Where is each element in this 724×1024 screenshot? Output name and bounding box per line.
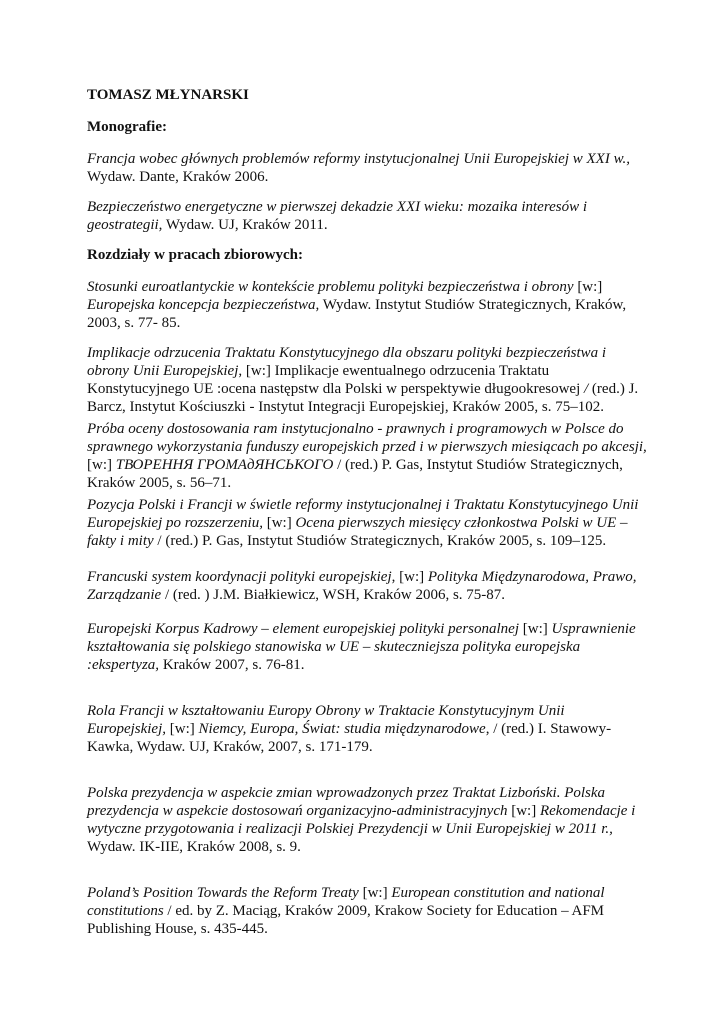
chapters-heading: Rozdziały w pracach zbiorowych: bbox=[87, 247, 303, 263]
chapter-entry bbox=[87, 496, 647, 550]
chapter-text: [w:] bbox=[166, 721, 199, 737]
chapter-entry bbox=[87, 784, 647, 856]
chapter-publisher: , / (red.) I. Stawowy-Kawka, Wydaw. UJ, Kraków, 2007, s. 171-179. bbox=[87, 721, 612, 755]
chapter-entry bbox=[87, 568, 647, 604]
chapter-publisher: (red.) J. Barcz, Instytut Kościuszki - Instytut Integracji Europejskiej, Kraków 2005, s. 75–102. bbox=[87, 381, 639, 415]
chapter-title: Polska prezydencja w aspekcie zmian wprowadzonych przez Traktat Lizboński. Polska prezydencja w aspekcie dostosowań organizacyjno-administracyjnych bbox=[87, 785, 606, 819]
chapter-publisher: / (red.) P. Gas, Instytut Studiów Strategicznych, Kraków 2005, s. 56–71. bbox=[87, 457, 623, 491]
chapter-entry bbox=[87, 620, 647, 674]
chapter-title: Rola Francji w kształtowaniu Europy Obrony w Traktacie Konstytucyjnym Unii Europejskiej, bbox=[87, 703, 565, 737]
chapter-publisher: Kraków 2007, s. 76-81. bbox=[159, 657, 305, 673]
monograph-entry bbox=[87, 150, 647, 186]
monograph-publisher: Wydaw. UJ, Kraków 2011. bbox=[162, 217, 328, 233]
chapter-publisher: Wydaw. Instytut Studiów Strategicznych, Kraków, 2003, s. 77- 85. bbox=[87, 297, 627, 331]
chapter-publisher: / (red.) P. Gas, Instytut Studiów Strategicznych, Kraków 2005, s. 109–125. bbox=[153, 533, 607, 549]
chapter-title: Francuski system koordynacji polityki europejskiej bbox=[87, 569, 392, 585]
chapter-entry bbox=[87, 884, 647, 938]
book-title: / bbox=[584, 381, 589, 397]
chapter-publisher: / (red. ) J.M. Białkiewicz, WSH, Kraków 2006, s. 75-87. bbox=[161, 587, 506, 603]
book-title: ТВОРЕННЯ ГРОМАдЯНСЬКОГО bbox=[115, 457, 334, 473]
chapter-text: [w:] bbox=[358, 885, 392, 901]
monograph-publisher: Wydaw. Dante, Kraków 2006. bbox=[87, 169, 269, 185]
monographs-heading: Monografie: bbox=[87, 119, 167, 135]
book-title: Europejska koncepcja bezpieczeństwa, bbox=[87, 297, 320, 313]
book-title: Usprawnienie kształtowania się polskiego stanowiska w UE – skuteczniejsza polityka europejska :ekspertyza, bbox=[87, 621, 636, 673]
chapter-text: [w:] bbox=[262, 515, 296, 531]
chapter-title: Stosunki euroatlantyckie w kontekście problemu polityki bezpieczeństwa i obrony bbox=[87, 279, 574, 295]
document-page bbox=[87, 86, 647, 950]
chapter-entry bbox=[87, 278, 647, 332]
chapter-title: Europejski Korpus Kadrowy – element europejskiej polityki personalnej bbox=[87, 621, 520, 637]
chapter-title: Implikacje odrzucenia Traktatu Konstytucyjnego dla obszaru polityki bezpieczeństwa i obrony Unii Europejskiej bbox=[87, 345, 607, 379]
monograph-title: Bezpieczeństwo energetyczne w pierwszej dekadzie XXI wieku: mozaika interesów i geostrategii, bbox=[87, 199, 588, 233]
chapter-text: [w:] bbox=[507, 803, 540, 819]
chapter-entry bbox=[87, 702, 647, 756]
chapter-title: Pozycja Polski i Francji w świetle reformy instytucjonalnej i Traktatu Konstytucyjnego Unii Europejskiej po rozszerzeniu, bbox=[87, 497, 639, 531]
book-title: European constitution and national constitutions bbox=[87, 885, 605, 919]
chapter-text: , [w:] bbox=[391, 569, 428, 585]
chapter-publisher: / ed. by Z. Maciąg, Kraków 2009, Krakow Society for Education – AFM Publishing House, s. 435-445. bbox=[87, 903, 605, 937]
chapter-entry bbox=[87, 344, 647, 416]
monograph-entry bbox=[87, 198, 647, 234]
chapter-entry bbox=[87, 420, 647, 492]
book-title: Rekomendacje i wytyczne przygotowania i realizacji Polskiej Prezydencji w Unii Europejskiej w 2011 r., bbox=[87, 803, 636, 837]
author-name: TOMASZ MŁYNARSKI bbox=[87, 87, 249, 103]
book-title: Ocena pierwszych miesięcy członkostwa Polski w UE – fakty i mity bbox=[87, 515, 628, 549]
book-title: Polityka Międzynarodowa, Prawo, Zarządzanie bbox=[87, 569, 637, 603]
chapter-publisher: Wydaw. IK-IIE, Kraków 2008, s. 9. bbox=[87, 839, 301, 855]
monograph-title: Francja wobec głównych problemów reformy instytucjonalnej Unii Europejskiej w XXI w., bbox=[87, 151, 630, 167]
chapter-text: [w:] bbox=[519, 621, 552, 637]
chapter-text: [w:] bbox=[573, 279, 603, 295]
book-title: Niemcy, Europa, Świat: studia międzynarodowe bbox=[198, 721, 486, 737]
chapter-title: Poland’s Position Towards the Reform Treaty bbox=[87, 885, 359, 901]
chapter-title: Próba oceny dostosowania ram instytucjonalno - prawnych i programowych w Polsce do sprawnego wykorzystania funduszy europejskich przed i w pierwszych miesiącach po akcesji, bbox=[87, 421, 647, 455]
chapter-text: , [w:] Implikacje ewentualnego odrzucenia Traktatu Konstytucyjnego UE :ocena następstw dla Polski w perspektywie długookresowej bbox=[87, 363, 584, 397]
chapter-text: [w:] bbox=[87, 457, 116, 473]
